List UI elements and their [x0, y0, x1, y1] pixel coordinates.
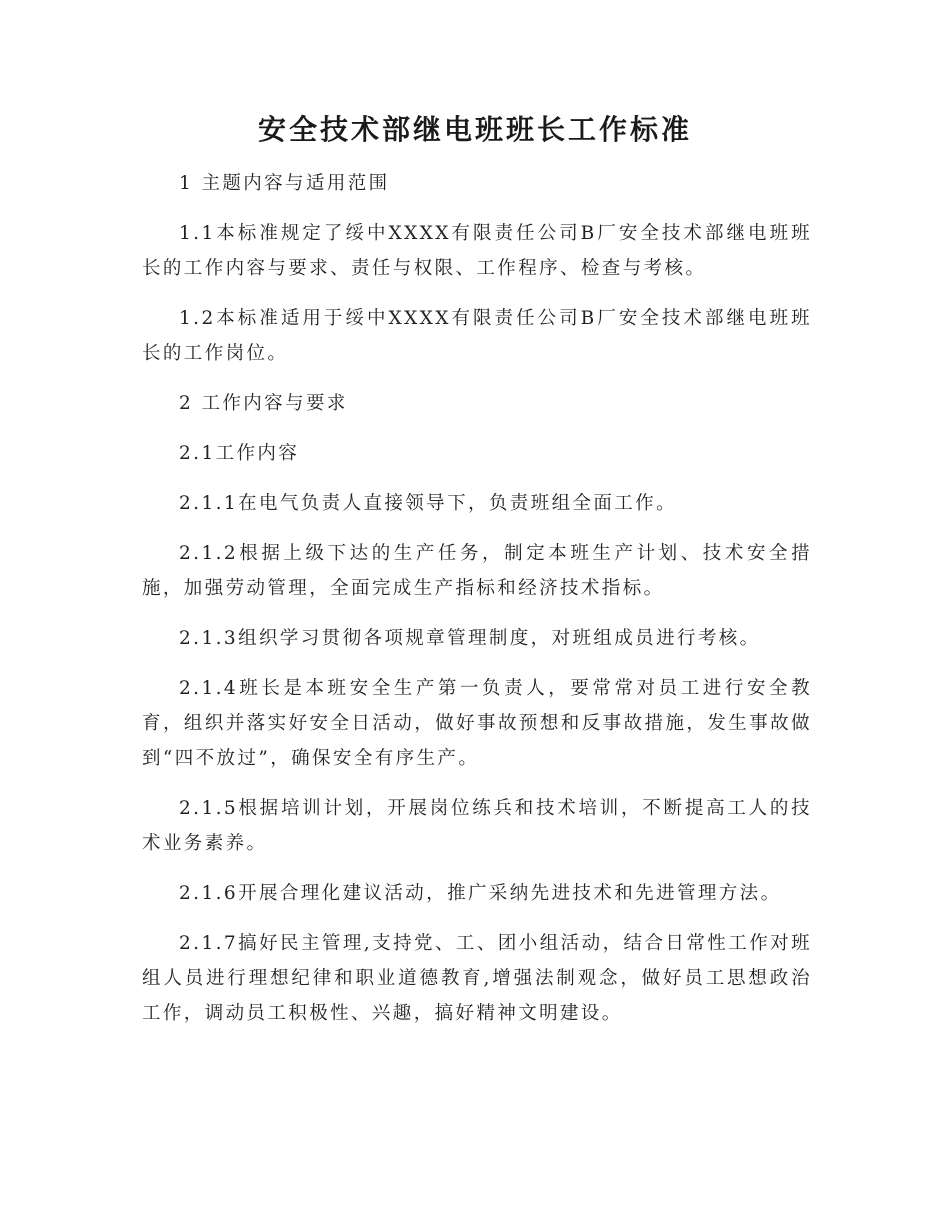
document-body — [142, 166, 812, 1046]
paragraph: 2.1.5根据培训计划，开展岗位练兵和技术培训，不断提高工人的技术业务素养。 — [142, 798, 812, 854]
paragraph: 1.2本标准适用于绥中XXXX有限责任公司B厂安全技术部继电班班长的工作岗位。 — [142, 308, 812, 364]
paragraph: 2.1.2根据上级下达的生产任务，制定本班生产计划、技术安全措施，加强劳动管理，全面完成生产指标和经济技术指标。 — [142, 543, 812, 599]
paragraph: 2.1.1在电气负责人直接领导下，负责班组全面工作。 — [179, 493, 677, 514]
paragraph: 2.1.3组织学习贯彻各项规章管理制度，对班组成员进行考核。 — [179, 628, 761, 649]
paragraph: 2.1.7搞好民主管理,支持党、工、团小组活动，结合日常性工作对班组人员进行理想纪律和职业道德教育,增强法制观念，做好员工思想政治工作，调动员工积极性、兴趣，搞好精神文明建设。 — [142, 933, 812, 1024]
section-heading: 2 工作内容与要求 — [179, 393, 348, 414]
section-heading: 1 主题内容与适用范围 — [179, 173, 390, 194]
paragraph: 2.1.6开展合理化建议活动，推广采纳先进技术和先进管理方法。 — [179, 883, 782, 904]
paragraph: 1.1本标准规定了绥中XXXX有限责任公司B厂安全技术部继电班班长的工作内容与要求、责任与权限、工作程序、检查与考核。 — [142, 223, 812, 279]
subsection-heading: 2.1工作内容 — [179, 443, 300, 464]
document-title: 安全技术部继电班班长工作标准 — [257, 113, 692, 146]
paragraph: 2.1.4班长是本班安全生产第一负责人，要常常对员工进行安全教育，组织并落实好安全日活动，做好事故预想和反事故措施，发生事故做到“四不放过”，确保安全有序生产。 — [142, 678, 812, 769]
